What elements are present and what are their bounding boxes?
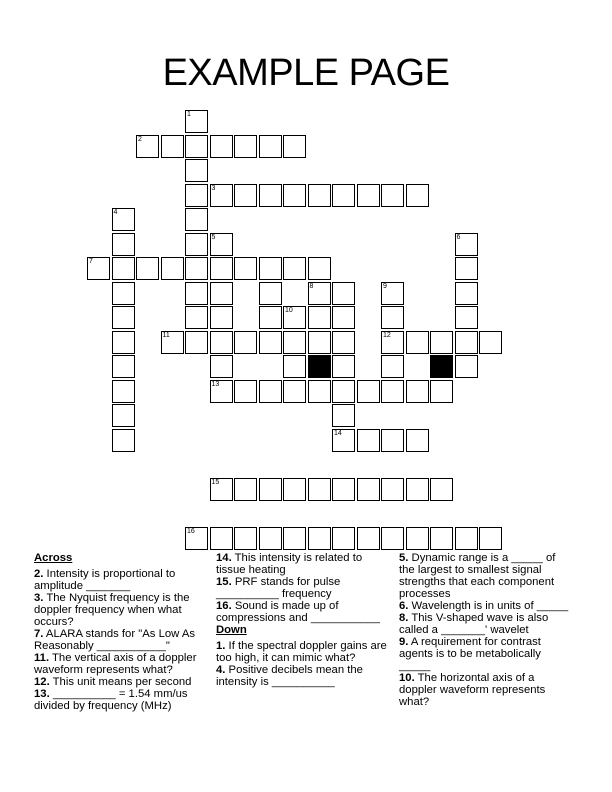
clue-number-label: 12.	[34, 676, 50, 688]
crossword-cell[interactable]	[185, 110, 208, 133]
crossword-cell[interactable]	[283, 306, 306, 329]
clue-number: 12	[383, 331, 391, 339]
crossword-cell[interactable]	[161, 257, 184, 280]
clue-number: 6	[456, 233, 461, 241]
clue-text: Intensity is proportional to amplitude _______	[34, 568, 176, 592]
crossword-cell[interactable]	[185, 282, 208, 305]
crossword-cell[interactable]	[332, 355, 355, 378]
clue-text: The vertical axis of a doppler waveform represents what?	[34, 652, 197, 676]
crossword-cell[interactable]	[112, 306, 135, 329]
crossword-block	[430, 355, 453, 378]
crossword-cell[interactable]	[112, 208, 135, 231]
crossword-cell[interactable]	[210, 282, 233, 305]
crossword-cell[interactable]	[185, 306, 208, 329]
clue-text: Sound is made up of compressions and ___________	[216, 600, 380, 624]
clue-number-label: 10.	[399, 672, 415, 684]
crossword-cell[interactable]	[185, 184, 208, 207]
crossword-cell[interactable]	[161, 331, 184, 354]
crossword-cell[interactable]	[308, 478, 331, 501]
crossword-cell[interactable]	[185, 135, 208, 158]
crossword-cell[interactable]	[406, 331, 429, 354]
down-clue	[399, 672, 571, 708]
crossword-cell[interactable]	[234, 478, 257, 501]
across-clue	[216, 576, 388, 600]
crossword-cell[interactable]	[430, 331, 453, 354]
clue-text: Positive decibels mean the intensity is __________	[216, 664, 363, 688]
crossword-cell[interactable]	[185, 208, 208, 231]
crossword-cell[interactable]	[259, 478, 282, 501]
crossword-cell[interactable]	[210, 478, 233, 501]
clue-number-label: 4.	[216, 664, 226, 676]
clue-number: 8	[309, 282, 314, 290]
crossword-cell[interactable]	[479, 527, 502, 550]
clue-text: PRF stands for pulse __________ frequency	[216, 576, 341, 600]
crossword-cell[interactable]	[283, 355, 306, 378]
clue-text: This V-shaped wave is also called a _______' wavelet	[399, 612, 549, 636]
crossword-cell[interactable]	[259, 306, 282, 329]
crossword-cell[interactable]	[381, 527, 404, 550]
crossword-cell[interactable]	[381, 380, 404, 403]
crossword-cell[interactable]	[112, 355, 135, 378]
crossword-cell[interactable]	[357, 478, 380, 501]
crossword-cell[interactable]	[308, 257, 331, 280]
crossword-cell[interactable]	[381, 429, 404, 452]
clue-number: 5	[211, 233, 216, 241]
crossword-cell[interactable]	[234, 257, 257, 280]
clue-text: This intensity is related to tissue heating	[216, 552, 363, 576]
crossword-cell[interactable]	[112, 331, 135, 354]
crossword-cell[interactable]	[455, 331, 478, 354]
clue-number-label: 14.	[216, 552, 232, 564]
crossword-cell[interactable]	[234, 331, 257, 354]
crossword-cell[interactable]	[234, 184, 257, 207]
crossword-cell[interactable]	[332, 404, 355, 427]
clue-number: 13	[211, 380, 220, 388]
crossword-cell[interactable]	[259, 135, 282, 158]
down-heading: Down	[216, 624, 247, 636]
crossword-cell[interactable]	[112, 282, 135, 305]
clue-text: A requirement for contrast agents is to be metabolically _____	[399, 636, 541, 672]
crossword-cell[interactable]	[406, 184, 429, 207]
clue-number-label: 3.	[34, 592, 44, 604]
crossword-cell[interactable]	[210, 331, 233, 354]
clue-number-label: 8.	[399, 612, 409, 624]
clue-number: 1	[187, 111, 191, 118]
clue-number: 9	[383, 282, 387, 290]
clue-text: Dynamic range is a _____ of the largest to smallest signal strengths that each component processes	[399, 552, 556, 600]
clue-text: The Nyquist frequency is the doppler frequency when what occurs?	[34, 592, 190, 628]
crossword-cell[interactable]	[283, 380, 306, 403]
crossword-cell[interactable]	[210, 355, 233, 378]
crossword-cell[interactable]	[406, 429, 429, 452]
clue-number-label: 7.	[34, 628, 44, 640]
crossword-cell[interactable]	[185, 233, 208, 256]
crossword-cell[interactable]	[185, 527, 208, 550]
crossword-cell[interactable]	[357, 380, 380, 403]
crossword-cell[interactable]	[406, 527, 429, 550]
crossword-cell[interactable]	[112, 380, 135, 403]
crossword-cell[interactable]	[283, 135, 306, 158]
clue-number-label: 9.	[399, 636, 409, 648]
clue-number-label: 13.	[34, 688, 50, 700]
crossword-cell[interactable]	[332, 184, 355, 207]
clue-number-label: 11.	[34, 652, 50, 664]
crossword-cell[interactable]	[381, 355, 404, 378]
crossword-cell[interactable]	[210, 257, 233, 280]
crossword-cell[interactable]	[381, 331, 404, 354]
clue-text: This unit means per second	[49, 676, 192, 688]
crossword-cell[interactable]	[455, 282, 478, 305]
crossword-cell[interactable]	[332, 478, 355, 501]
crossword-cell[interactable]	[381, 282, 404, 305]
crossword-cell[interactable]	[112, 233, 135, 256]
crossword-cell[interactable]	[259, 527, 282, 550]
crossword-cell[interactable]	[259, 380, 282, 403]
clue-number: 7	[89, 258, 93, 265]
crossword-cell[interactable]	[332, 306, 355, 329]
across-clue	[34, 568, 206, 592]
crossword-cell[interactable]	[308, 380, 331, 403]
crossword-cell[interactable]	[430, 478, 453, 501]
clue-number-label: 5.	[399, 552, 409, 564]
crossword-cell[interactable]	[283, 257, 306, 280]
crossword-cell[interactable]	[161, 135, 184, 158]
clue-text: Wavelength is in units of _____	[408, 600, 569, 612]
clue-number-label: 1.	[216, 640, 226, 652]
crossword-cell[interactable]	[332, 331, 355, 354]
crossword-cell[interactable]	[357, 429, 380, 452]
crossword-cell[interactable]	[430, 527, 453, 550]
crossword-cell[interactable]	[357, 527, 380, 550]
crossword-cell[interactable]	[185, 331, 208, 354]
crossword-cell[interactable]	[308, 282, 331, 305]
clue-number-label: 16.	[216, 600, 232, 612]
clue-number: 3	[211, 184, 216, 192]
crossword-cell[interactable]	[136, 257, 159, 280]
crossword-cell[interactable]	[87, 257, 110, 280]
clue-text: If the spectral doppler gains are too high, it can mimic what?	[216, 640, 387, 664]
crossword-cell[interactable]	[259, 282, 282, 305]
crossword-cell[interactable]	[308, 331, 331, 354]
crossword-cell[interactable]	[308, 527, 331, 550]
crossword-cell[interactable]	[210, 135, 233, 158]
clue-number-label: 15.	[216, 576, 232, 588]
crossword-cell[interactable]	[430, 380, 453, 403]
crossword-cell[interactable]	[455, 527, 478, 550]
crossword-cell[interactable]	[332, 429, 355, 452]
crossword-cell[interactable]	[455, 233, 478, 256]
clue-text: The horizontal axis of a doppler waveform represents what?	[399, 672, 546, 708]
crossword-cell[interactable]	[381, 184, 404, 207]
crossword-block	[308, 355, 331, 378]
crossword-cell[interactable]	[210, 233, 233, 256]
across-clue	[34, 652, 206, 676]
crossword-cell[interactable]	[234, 135, 257, 158]
down-clue	[399, 552, 571, 600]
across-clue	[34, 592, 206, 628]
clue-number: 14	[334, 429, 342, 437]
crossword-cell[interactable]	[455, 306, 478, 329]
clue-number: 15	[211, 478, 220, 486]
crossword-cell[interactable]	[259, 331, 282, 354]
clue-number: 2	[138, 135, 142, 143]
clue-number-label: 6.	[399, 600, 409, 612]
crossword-cell[interactable]	[185, 257, 208, 280]
crossword-cell[interactable]	[308, 184, 331, 207]
crossword-cell[interactable]	[283, 184, 306, 207]
crossword-cell[interactable]	[259, 184, 282, 207]
crossword-cell[interactable]	[283, 331, 306, 354]
crossword-cell[interactable]	[406, 380, 429, 403]
crossword-cell[interactable]	[283, 478, 306, 501]
crossword-cell[interactable]	[136, 135, 159, 158]
clues-column-1	[34, 552, 206, 712]
clue-number: 4	[113, 209, 118, 216]
clues-column-2	[216, 552, 388, 688]
clue-text: __________ = 1.54 mm/us divided by frequency (MHz)	[34, 688, 188, 712]
down-clue	[216, 664, 388, 688]
crossword-cell[interactable]	[455, 257, 478, 280]
crossword-cell[interactable]	[210, 380, 233, 403]
across-clue	[216, 600, 388, 624]
crossword-cell[interactable]	[332, 527, 355, 550]
crossword-cell[interactable]	[210, 306, 233, 329]
page-title: EXAMPLE PAGE	[162, 52, 450, 94]
across-clue	[34, 688, 206, 712]
crossword-cell[interactable]	[112, 404, 135, 427]
down-clue	[216, 640, 388, 664]
crossword-cell[interactable]	[308, 306, 331, 329]
crossword-cell[interactable]	[185, 159, 208, 182]
clue-number: 16	[187, 527, 195, 535]
clues-column-3	[399, 552, 571, 708]
crossword-cell[interactable]	[210, 184, 233, 207]
crossword-cell[interactable]	[283, 527, 306, 550]
crossword-cell[interactable]	[479, 331, 502, 354]
crossword-cell[interactable]	[112, 429, 135, 452]
crossword-cell[interactable]	[381, 478, 404, 501]
clue-text: ALARA stands for "As Low As Reasonably ___________"	[34, 628, 195, 652]
across-heading: Across	[34, 552, 73, 564]
crossword-cell[interactable]	[455, 355, 478, 378]
clue-number-label: 2.	[34, 568, 44, 580]
crossword-cell[interactable]	[259, 257, 282, 280]
crossword-cell[interactable]	[210, 527, 233, 550]
crossword-cell[interactable]	[234, 380, 257, 403]
down-clue	[399, 636, 571, 672]
across-clue	[216, 552, 388, 576]
crossword-cell[interactable]	[406, 478, 429, 501]
crossword-cell[interactable]	[332, 282, 355, 305]
crossword-cell[interactable]	[381, 306, 404, 329]
crossword-cell[interactable]	[357, 184, 380, 207]
clue-number: 11	[162, 331, 170, 339]
down-clue	[399, 612, 571, 636]
crossword-cell[interactable]	[332, 380, 355, 403]
across-clue	[34, 676, 206, 688]
down-clue	[399, 600, 571, 612]
clue-number: 10	[285, 307, 293, 314]
crossword-cell[interactable]	[234, 527, 257, 550]
across-clue	[34, 628, 206, 652]
crossword-cell[interactable]	[112, 257, 135, 280]
